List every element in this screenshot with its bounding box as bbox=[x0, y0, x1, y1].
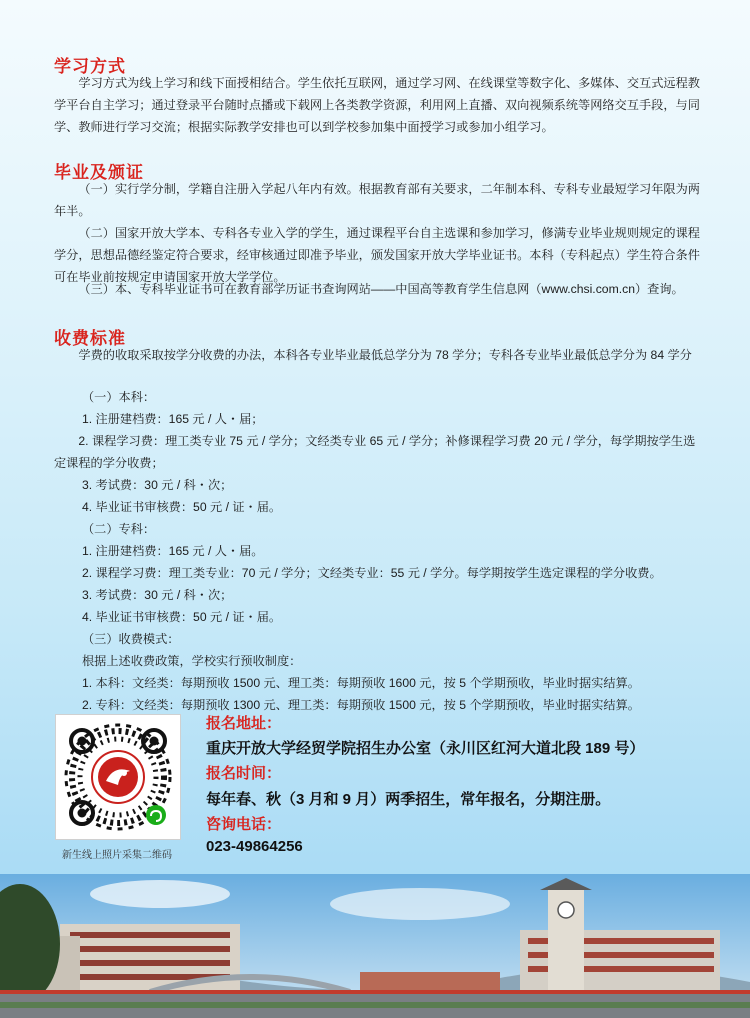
fees-undergrad-item-2: 2. 课程学习费：理工类专业 75 元 / 学分；文经类专业 65 元 / 学分；补修课程学习费 20 元 / 学分，每学期按学生选定课程的学分收费； bbox=[54, 434, 696, 470]
fees-mode-head: （三）收费模式： bbox=[82, 632, 180, 646]
qr-code-icon bbox=[56, 715, 180, 839]
qr-caption: 新生线上照片采集二维码 bbox=[62, 850, 172, 861]
fees-undergrad-head: （一）本科： bbox=[82, 390, 156, 404]
fees-college-head: （二）专科： bbox=[82, 522, 156, 536]
fees-mode-item-2: 2. 专科：文经类：每期预收 1300 元、理工类：每期预收 1500 元，按 5 个学期预收，毕业时据实结算。 bbox=[82, 698, 640, 712]
phone-value[interactable]: 023-49864256 bbox=[206, 838, 303, 855]
phone-label: 咨询电话： bbox=[206, 816, 282, 833]
qr-code[interactable] bbox=[55, 714, 181, 840]
section-title-graduation: 毕业及颁证 bbox=[54, 163, 144, 182]
study-paragraph: 学习方式为线上学习和线下面授相结合。学生依托互联网，通过学习网、在线课堂等数字化、多媒体、交互式远程教学平台自主学习；通过登录平台随时点播或下载网上各类教学资源，利用网上直播、双向视频系统等网络交互手段，与同学、教师进行学习交流；根据实际教学安排也可以到学校参加集中面授学习或参加小组学习。 bbox=[54, 76, 700, 134]
register-address-value: 重庆开放大学经贸学院招生办公室（永川区红河大道北段 189 号） bbox=[206, 740, 645, 757]
graduation-paragraph-2: （二）国家开放大学本、专科各专业入学的学生，通过课程平台自主选课和参加学习，修满专业毕业规则规定的课程学分，思想品德经鉴定符合要求，经审核通过即准予毕业，颁发国家开放大学毕业证书。本科（专科起点）学生符合条件可在毕业前按规定申请国家开放大学学位。 bbox=[54, 226, 700, 284]
section-title-study: 学习方式 bbox=[54, 57, 126, 76]
register-time-label: 报名时间： bbox=[206, 765, 282, 782]
fees-college-item-2: 2. 课程学习费：理工类专业：70 元 / 学分；文经类专业：55 元 / 学分。每学期按学生选定课程的学分收费。 bbox=[82, 566, 662, 580]
fees-mode-item-1: 1. 本科：文经类：每期预收 1500 元、理工类：每期预收 1600 元，按 5 个学期预收，毕业时据实结算。 bbox=[82, 676, 640, 690]
fees-mode-intro: 根据上述收费政策，学校实行预收制度： bbox=[82, 654, 302, 668]
campus-photo bbox=[0, 874, 750, 1018]
fees-intro: 学费的收取采取按学分收费的办法，本科各专业毕业最低总学分为 78 学分；专科各专业毕业最低总学分为 84 学分 bbox=[78, 348, 692, 362]
fees-undergrad-item-1: 1. 注册建档费：165 元 / 人・届； bbox=[82, 412, 264, 426]
graduation-paragraph-1: （一）实行学分制，学籍自注册入学起八年内有效。根据教育部有关要求，二年制本科、专科专业最短学习年限为两年半。 bbox=[54, 182, 700, 218]
fees-undergrad-item-3: 3. 考试费：30 元 / 科・次； bbox=[82, 478, 233, 492]
fees-college-item-1: 1. 注册建档费：165 元 / 人・届。 bbox=[82, 544, 264, 558]
fees-college-item-3: 3. 考试费：30 元 / 科・次； bbox=[82, 588, 233, 602]
section-title-fees: 收费标准 bbox=[54, 329, 126, 348]
fees-undergrad-item-4: 4. 毕业证书审核费：50 元 / 证・届。 bbox=[82, 500, 282, 514]
register-time-value: 每年春、秋（3 月和 9 月）两季招生，常年报名，分期注册。 bbox=[206, 791, 611, 808]
fees-college-item-4: 4. 毕业证书审核费：50 元 / 证・届。 bbox=[82, 610, 282, 624]
graduation-paragraph-3: （三）本、专科毕业证书可在教育部学历证书查询网站——中国高等教育学生信息网（www.chsi.com.cn）查询。 bbox=[78, 282, 684, 296]
register-address-label: 报名地址： bbox=[206, 715, 282, 732]
